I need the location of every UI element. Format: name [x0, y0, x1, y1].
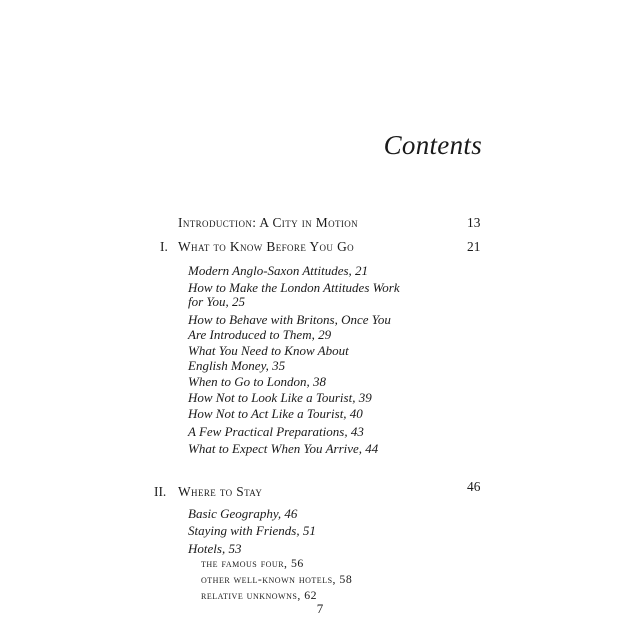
toc-entry: Are Introduced to Them, 29	[188, 327, 332, 342]
intro-title: Introduction: A City in Motion	[178, 215, 359, 230]
chapter-1-page-number: 21	[467, 239, 481, 254]
toc-entry: A Few Practical Preparations, 43	[188, 424, 364, 439]
page-number: 7	[316, 601, 324, 616]
chapter-2-page-number: 46	[467, 479, 481, 494]
toc-entry: Basic Geography, 46	[188, 506, 298, 521]
toc-entry: Hotels, 53	[188, 541, 242, 556]
page-title: Contents	[383, 130, 482, 160]
toc-entry: What to Expect When You Arrive, 44	[188, 441, 379, 456]
toc-entry: When to Go to London, 38	[188, 374, 326, 389]
toc-subentry: relative unknowns, 62	[201, 588, 318, 602]
toc-entry: What You Need to Know About	[188, 343, 349, 358]
toc-subentry: other well-known hotels, 58	[201, 572, 353, 586]
intro-page-number: 13	[467, 215, 481, 230]
toc-entry: for You, 25	[188, 294, 245, 309]
toc-entry: How to Behave with Britons, Once You	[188, 312, 391, 327]
chapter-1-title: What to Know Before You Go	[178, 239, 355, 254]
toc-entry: Staying with Friends, 51	[188, 523, 316, 538]
toc-subentry: the famous four, 56	[201, 556, 304, 570]
chapter-2-title: Where to Stay	[178, 484, 263, 499]
chapter-1-numeral: I.	[160, 239, 168, 254]
toc-entry: Modern Anglo-Saxon Attitudes, 21	[188, 263, 369, 278]
chapter-2-numeral: II.	[154, 484, 167, 499]
toc-entry: How to Make the London Attitudes Work	[188, 280, 400, 295]
toc-entry: How Not to Act Like a Tourist, 40	[188, 406, 363, 421]
toc-entry: How Not to Look Like a Tourist, 39	[188, 390, 372, 405]
toc-entry: English Money, 35	[188, 358, 286, 373]
